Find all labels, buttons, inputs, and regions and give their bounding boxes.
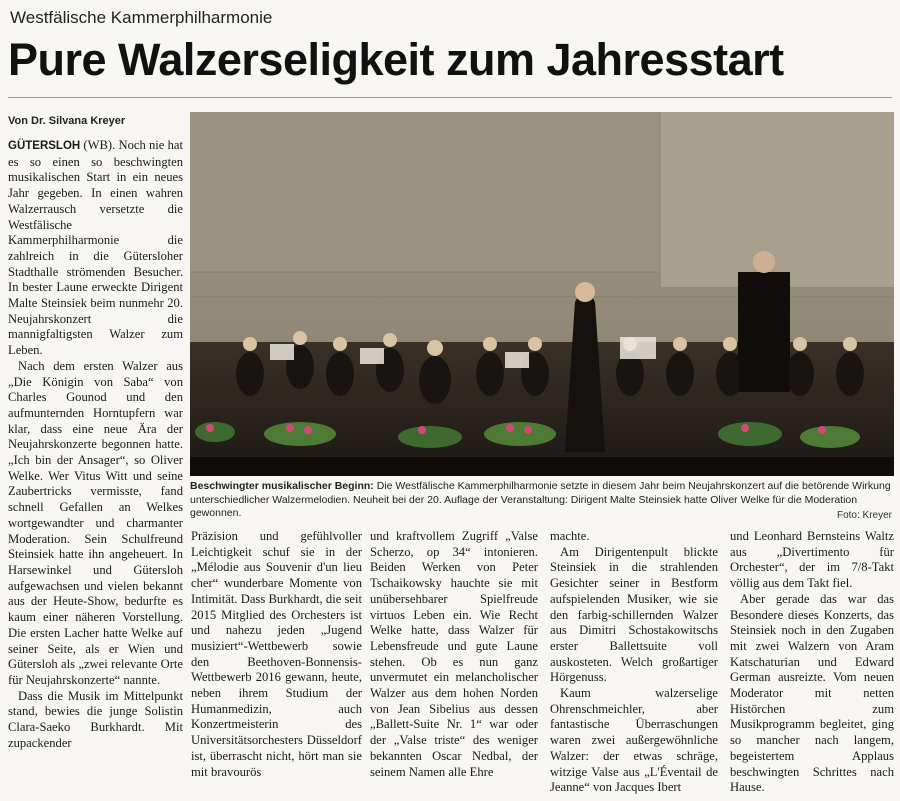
article-paragraph: Am Dirigentenpult blickte Steinsiek in die strahlenden Gesichter seiner in Bestform aufspielenden Musiker, wie sie den farbig-schillernden Walzer aus Dimitri Schostakowitschs erster Ballettsuite voll auskosteten. Welch großartiger Hörgenuss. <box>550 544 718 685</box>
article-paragraph: Präzision und gefühlvoller Leichtigkeit schuf sie in der „Mélodie aus Souvenir d'un lieu cher“ wunderbare Momente von Intimität. Dass Burkhardt, die seit 2015 Mitglied des Orchesters ist und nahezu jeden „Jugend musiziert“-Wettbewerb sowie den Beethoven-Bonnensis-Wettbewerb 2016 gewann, heute, neben ihrem Studium der Humanmedizin, auch Konzertmeisterin des Universitätsorchesters Düsseldorf ist, überrascht nicht, hört man sie mit bravourös <box>191 529 362 779</box>
article-column-5 <box>730 529 894 796</box>
article-paragraph <box>8 138 183 359</box>
photo-caption <box>190 480 894 521</box>
caption-text: Die Westfälische Kammerphilharmonie setzte in diesem Jahr beim Neujahrskonzert auf die betörende Wirkung unterschiedlicher Walzermelodien. Neuheit bei der 20. Auflage der Veranstaltung: Dirigent Malte Steinsiek hatte Oliver Welke für die Moderation gewonnen. <box>190 480 891 519</box>
article-column-2 <box>191 529 362 780</box>
article-column-4 <box>550 529 718 796</box>
author-byline: Von Dr. Silvana Kreyer <box>8 115 126 127</box>
concert-photo <box>190 112 894 476</box>
article-column-3 <box>370 529 538 780</box>
article-paragraph: Dass die Musik im Mittelpunkt stand, bewies die junge Solistin Clara-Saeko Burkhardt. Mit zupackender <box>8 688 183 750</box>
divider <box>8 97 892 98</box>
orchestra-illustration <box>190 112 894 476</box>
article-paragraph: machte. <box>550 529 590 543</box>
kicker: Westfälische Kammerphilharmonie <box>10 8 273 27</box>
paragraph-text: (WB). Noch nie hat es so einen so beschwingten musikalischen Start in ein neues Jahr gegeben. In einen wahren Walzerrausch versetzte die Westfälische Kammerphilharmonie die zahlreich in die Gütersloher Stadthalle strömenden Besucher. In bester Laune erweckte Dirigent Malte Steinsiek beim nunmehr 20. Neujahrskonzert die mannigfaltigsten Walzer zum Leben. <box>8 138 183 358</box>
caption-lead: Beschwingter musikalischer Beginn: <box>190 480 374 492</box>
dateline: GÜTERSLOH <box>8 140 81 152</box>
article-paragraph: Aber gerade das war das Besondere dieses Konzerts, das Steinsiek noch in den Zugaben mit zwei Walzern von Aram Katschaturian und Edward German ausreizte. Vom neuen Moderator mit netten Histörchen zum Musikprogramm begleitet, ging so mancher nach langem, begeistertem Applaus beschwingten Schrittes nach Hause. <box>730 591 894 795</box>
article-column-1 <box>8 138 183 751</box>
photo-credit: Foto: Kreyer <box>836 510 892 521</box>
article-paragraph: Nach dem ersten Walzer aus „Die Königin von Saba“ von Charles Gounod und den aufmunternden Horntupfern war klar, dass eine neue Ära der Neujahrskonzerte begonnen hatte. „Ich bin der Ansager“, so Oliver Welke. Wer Vitus Witt und seine Zaubertricks vermisste, fand schnell Gefallen an Welkes wortgewandter und charmanter Moderation. Sein Schulfreund Steinsiek hatte ihn angeheuert. In Harsewinkel und Gütersloh aufgewachsen und vielen bekannt aus der Heute-Show, bedurfte es kaum einer näheren Vorstellung. Die ersten Lacher hatte Welke auf seiner Seite, als er Wien und Gütersloh als „zwei relevante Orte für Neujahrskonzerte“ nannte. <box>8 358 183 687</box>
headline: Pure Walzerseligkeit zum Jahresstart <box>8 34 784 85</box>
article-paragraph: und kraftvollem Zugriff „Valse Scherzo, op 34“ intonieren. Beiden Werken von Peter Tschaikowsky hauchte sie mit unübersehbarer Spielfreude virtuos Leben ein. Wie Recht Welke hatte, dass Walzer für Lebensfreude und gute Laune stehen. Ob es nun ganz unvermutet ein melancholischer Walzer aus dem hohen Norden von Jean Sibelius aus dessen „Ballett-Suite Nr. 1“ war oder der „Valse triste“ des weniger bekannten Oscar Nedbal, der seinem Namen alle Ehre <box>370 529 538 779</box>
article-paragraph: Kaum walzerselige Ohrenschmeichler, aber fantastische Überraschungen waren zwei außergewöhnliche Walzer: der etwas schräge, witzige Valse aus „L'Éventail de Jeanne“ von Jacques Ibert <box>550 686 718 795</box>
article-paragraph: und Leonhard Bernsteins Waltz aus „Divertimento für Orchester“, der im 7/8-Takt völlig aus dem Takt fiel. <box>730 529 894 591</box>
